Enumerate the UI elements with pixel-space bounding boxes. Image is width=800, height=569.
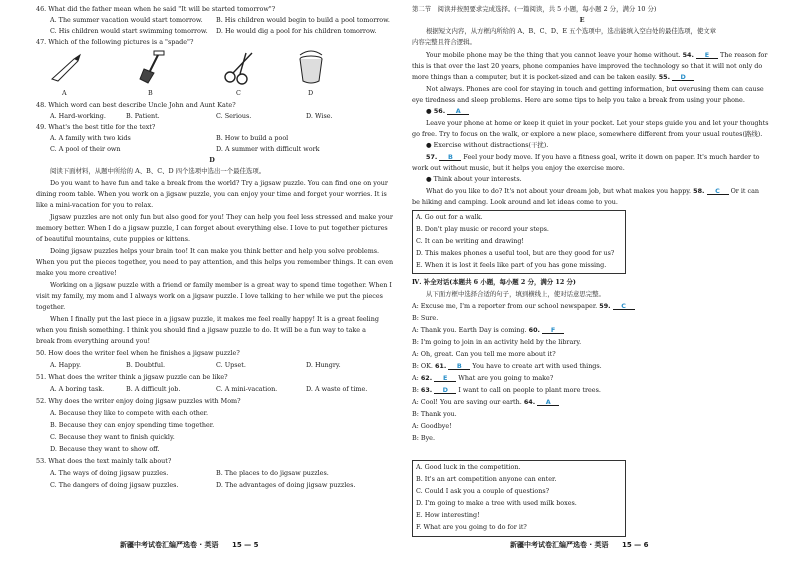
answer-blank-56[interactable]: A [447,108,469,115]
box-option: C. It can be writing and drawing! [416,237,525,245]
q53-option-b[interactable]: B. The places to do jigsaw puzzles. [216,469,329,477]
q53-option-a[interactable]: A. The ways of doing jigsaw puzzles. [50,469,169,477]
q46-option-a[interactable]: A. The summer vacation would start tomorrow. [50,16,203,24]
dialogue-line: A: Oh, great. Can you tell me more about it? [412,350,556,358]
dialogue-line: B: 63. D I want to call on people to plant more trees. [412,386,601,394]
answer-blank-55[interactable]: D [672,74,694,81]
passage-line: Jigsaw puzzles are not only fun but also good for you! They can help you feel less stressed and make your [50,213,393,221]
scissors-icon [222,49,258,85]
passage-line: Doing jigsaw puzzles helps your brain too! It can make you think better and help you solve problems. [50,247,380,255]
box-option: A. Go out for a walk. [416,213,483,221]
footer-title: 新疆中考试卷汇编严选卷 · 英语 [120,541,219,549]
q47-label-a[interactable]: A [62,89,67,97]
question-47-stem: 47. Which of the following pictures is a "spade"? [36,38,194,46]
passage-e-line: work out without music, but it helps you enjoy the exercise more. [412,164,625,172]
passage-line: When I finally put the last piece in a jigsaw puzzle, it makes me feel really happy! It is a great feeling [50,315,379,323]
passage-line: when you finish something. I think you should find a jigsaw puzzle to do. It will be a fun way to take a [36,326,366,334]
q47-label-b[interactable]: B [148,89,153,97]
dialogue-line: A: Cool! You are saving our earth. 64. A [412,398,752,407]
q46-option-c[interactable]: C. His children would start swimming tomorrow. [50,27,208,35]
q49-option-b[interactable]: B. How to build a pool [216,134,289,142]
q48-option-d[interactable]: D. Wise. [306,112,333,120]
answer-blank-59[interactable]: C [613,303,635,310]
passage-e-line: What do you like to do? It's not about your dream job, but what makes you happy. 58. C Or it can [426,187,760,195]
dialogue-line: B: Sure. [412,314,439,322]
answer-blank-60[interactable]: F [542,327,564,334]
passage-line: like a mini-vacation for you to relax. [36,201,154,209]
section-4-title: Ⅳ. 补全对话(本题共 6 小题，每小题 2 分，满分 12 分) [412,278,576,286]
passage-line: make you more creative! [36,269,117,277]
q48-option-c[interactable]: C. Serious. [216,112,252,120]
passage-e-line: 57. B Feel your body move. If you have a fitness goal, write it down on paper. It's much harder to [426,153,760,161]
footer-page-number: 15 — 5 [232,541,259,549]
passage-line: dining room table. When you work on a jigsaw puzzle, you can enjoy your time and forget your worries. It is [36,190,387,198]
q52-option-d[interactable]: D. Because they want to show off. [50,445,160,453]
answer-blank-62[interactable]: E [434,375,456,382]
passage-e-line: Leave your phone at home or keep it quiet in your pocket. Let your steps guide you and let your thoughts [426,119,769,127]
q47-label-c[interactable]: C [236,89,241,97]
answer-blank-58[interactable]: C [707,188,729,195]
q51-option-d[interactable]: D. A waste of time. [306,385,368,393]
passage-e-intro: 根据短文内容，从方框内所给的 A、B、C、D、E 五个选项中，选出能填入空白处的最佳选项，使文章 [426,27,717,35]
passage-e-line: be hiking and camping. Look around and let ideas come to you. [412,198,618,206]
passage-line: of beautiful mountains, cute puppies or kittens. [36,235,191,243]
dialogue-line: A: Thank you. Earth Day is coming. 60. F [412,326,752,335]
q49-option-d[interactable]: D. A summer with difficult work [216,145,320,153]
right-page [400,0,800,569]
footer-page-number: 15 — 6 [622,541,649,549]
tip-heading: ● Exercise without distractions(干扰). [426,141,549,149]
box-option: D. I'm going to make a tree with used milk boxes. [416,499,577,507]
question-51-stem: 51. What does the writer think a jigsaw puzzle can be like? [36,373,228,381]
q47-label-d[interactable]: D [308,89,314,97]
answer-blank-64[interactable]: A [537,399,559,406]
options-box-dialogue [412,460,626,537]
passage-e-line: more things than a computer, but it is pocket-sized and can be taken easily. 55. D [412,73,752,82]
q52-option-a[interactable]: A. Because they like to compete with each other. [50,409,209,417]
box-option: C. Could I ask you a couple of questions? [416,487,550,495]
question-48-stem: 48. Which word can best describe Uncle John and Aunt Kate? [36,101,236,109]
q51-option-a[interactable]: A. A boring task. [50,385,105,393]
tip-heading: ● Think about your interests. [426,175,522,183]
q50-option-a[interactable]: A. Happy. [50,361,82,369]
q53-option-d[interactable]: D. The advantages of doing jigsaw puzzles. [216,481,356,489]
q50-option-b[interactable]: B. Doubtful. [126,361,166,369]
q52-option-c[interactable]: C. Because they want to finish quickly. [50,433,175,441]
dialogue-line: B: I'm going to join in an activity held by the library. [412,338,582,346]
passage-line: memory better. When I do a jigsaw puzzle, I can forget about everything else. I love to put together pictures [36,224,388,232]
answer-blank-57[interactable]: B [439,154,461,161]
q51-option-c[interactable]: C. A mini-vacation. [216,385,278,393]
box-option: E. How interesting! [416,511,480,519]
passage-d-intro: 阅读下面材料，从题中所给的 A、B、C、D 四个选项中选出一个最佳选项。 [50,167,266,175]
passage-line: break from everything around you! [36,337,151,345]
options-box-e [412,210,626,274]
bucket-icon [294,49,328,85]
passage-line: together. [36,303,66,311]
footer-title: 新疆中考试卷汇编严选卷 · 英语 [510,541,609,549]
passage-e-line: Your mobile phone may be the thing that you cannot leave your home without. 54. E The reason for [426,51,768,59]
box-option: B. It's an art competition anyone can enter. [416,475,557,483]
box-option: B. Don't play music or record your steps. [416,225,549,233]
passage-e-line: eye tiredness and sleep problems. Here are some tips to help you take a break from using your phone. [412,96,745,104]
passage-e-line: ● 56. A [412,107,752,116]
passage-d-letter: D [209,156,215,164]
question-53-stem: 53. What does the text mainly talk about? [36,457,172,465]
passage-line: visit my family, my mom and I always work on a jigsaw puzzle. I love talking to her while we put the pieces [36,292,383,300]
passage-e-line: go free. Try to focus on the walk, or explore a new place, somewhere different from your usual routes(路线). [412,130,763,138]
section-title: 第二节 阅读并按照要求完成选择。(一篇阅读，共 5 小题，每小题 2 分，满分 10 分) [412,5,657,13]
dialogue-line: B: Bye. [412,434,436,442]
passage-e-line: this is that over the last 20 years, phone companies have improved the technology so that it will not only do [412,62,763,70]
dialogue-line: A: Goodbye! [412,422,452,430]
q49-option-a[interactable]: A. A family with two kids [50,134,131,142]
question-50-stem: 50. How does the writer feel when he finishes a jigsaw puzzle? [36,349,240,357]
box-option: E. When it is lost it feels like part of you has gone missing. [416,261,607,269]
box-option: A. Good luck in the competition. [416,463,521,471]
answer-blank-54[interactable]: E [696,52,718,59]
dialogue-line: B: Thank you. [412,410,457,418]
q51-option-b[interactable]: B. A difficult job. [126,385,181,393]
q52-option-b[interactable]: B. Because they can enjoy spending time together. [50,421,215,429]
q46-option-d[interactable]: D. He would dig a pool for his children tomorrow. [216,27,377,35]
dialogue-line: A: 62. E What are you going to make? [412,374,554,382]
passage-e-line: Not always. Phones are cool for staying in touch and getting information, but overusing them can cause [426,85,764,93]
q53-option-c[interactable]: C. The dangers of doing jigsaw puzzles. [50,481,179,489]
dialogue-line: B: OK. 61. B You have to create art with used things. [412,362,602,370]
q50-option-d[interactable]: D. Hungry. [306,361,341,369]
question-46-stem: 46. What did the father mean when he said "It will be started tomorrow"? [36,5,276,13]
answer-blank-61[interactable]: B [448,363,470,370]
box-option: D. This makes phones a useful tool, but are they good for us? [416,249,615,257]
question-52-stem: 52. Why does the writer enjoy doing jigsaw puzzles with Mom? [36,397,241,405]
section-4-intro: 从下面方框中选择合适的句子，填到横线上，使对话意思完整。 [426,290,605,298]
dialogue-line: A: Excuse me, I'm a reporter from our school newspaper. 59. C [412,302,752,311]
passage-e-intro: 内容完整且符合逻辑。 [412,38,476,46]
q50-option-c[interactable]: C. Upset. [216,361,246,369]
passage-line: When you put the pieces together, you need to pay attention, and this helps you remember things. It can even [36,258,394,266]
q48-option-b[interactable]: B. Patient. [126,112,160,120]
box-option: F. What are you going to do for it? [416,523,527,531]
knife-icon [50,51,86,83]
q49-option-c[interactable]: C. A pool of their own [50,145,121,153]
passage-e-letter: E [579,16,585,24]
passage-line: Do you want to have fun and take a break from the world? Try a jigsaw puzzle. You can find one on your [50,179,388,187]
answer-blank-63[interactable]: D [434,387,456,394]
q46-option-b[interactable]: B. His children would begin to build a pool tomorrow. [216,16,390,24]
question-49-stem: 49. What's the best title for the text? [36,123,156,131]
spade-icon [136,49,170,85]
q48-option-a[interactable]: A. Hard-working. [50,112,106,120]
passage-line: Working on a jigsaw puzzle with a friend or family member is a great way to spend time together. When I [50,281,392,289]
